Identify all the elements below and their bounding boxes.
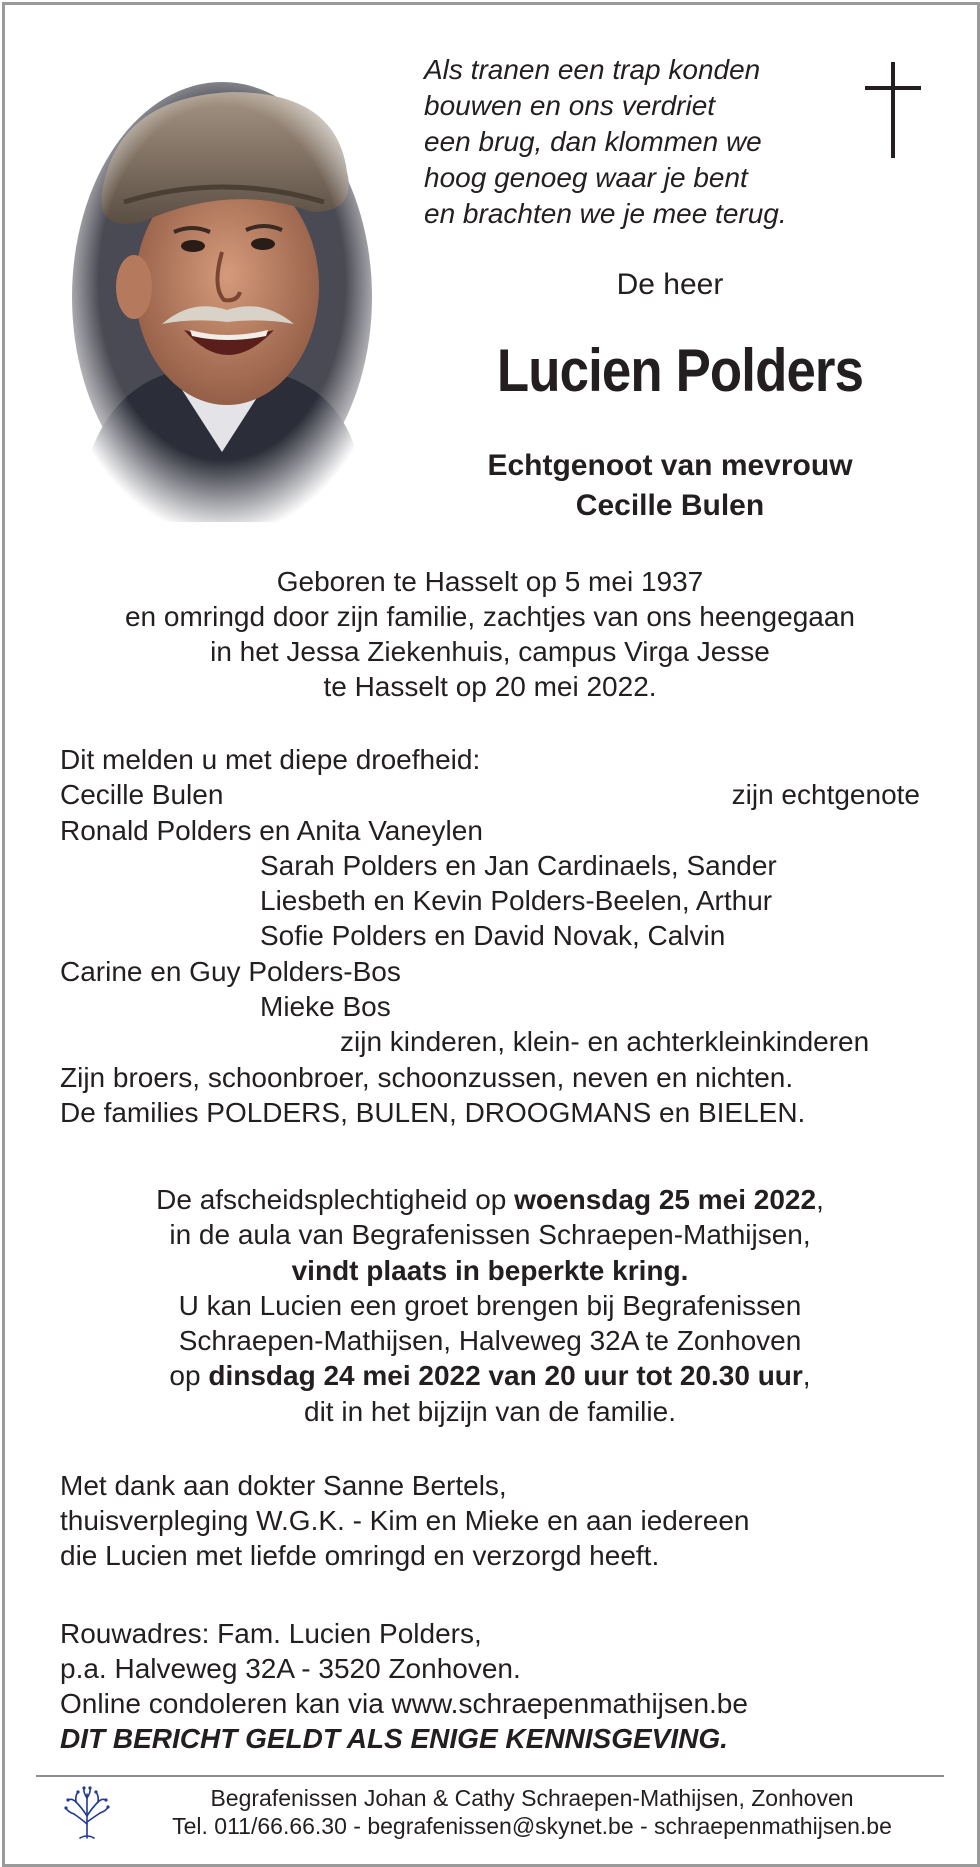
funeral-line: dit in het bijzijn van de familie. <box>304 1395 676 1427</box>
poem-line: en brachten we je mee terug. <box>424 198 787 229</box>
honorific: De heer <box>616 268 724 301</box>
tree-logo-icon <box>62 1784 112 1840</box>
birth-death-line: Geboren te Hasselt op 5 mei 1937 <box>276 566 704 597</box>
notice-line: DIT BERICHT GELDT ALS ENIGE KENNISGEVING. <box>60 1723 728 1754</box>
thanks-line: die Lucien met liefde omringd en verzorgd heeft. <box>60 1540 660 1571</box>
visitation-time: dinsdag 24 mei 2022 van 20 uur tot 20.30 uur <box>208 1360 803 1392</box>
mourners-list <box>60 742 930 1130</box>
funeral-text: De afscheidsplechtigheid op <box>156 1184 515 1215</box>
spouse-role: zijn echtgenote <box>731 779 920 811</box>
poem-line: hoog genoeg waar je bent <box>424 162 748 193</box>
funeral-date: woensdag 25 mei 2022 <box>514 1184 817 1215</box>
funeral-line <box>60 1358 920 1393</box>
spouse-row <box>60 777 930 812</box>
footer-divider <box>36 1775 944 1777</box>
spouse-line: Echtgenoot van mevrouw <box>487 449 853 482</box>
birth-death-line: te Hasselt op 20 mei 2022. <box>323 671 657 702</box>
grandchild-name: Sarah Polders en Jan Cardinaels, Sander <box>260 849 777 881</box>
grandchild-name: Liesbeth en Kevin Polders-Beelen, Arthur <box>260 885 773 917</box>
portrait-photo <box>62 62 382 522</box>
spouse-info <box>420 446 920 526</box>
funeral-home-footer <box>112 1784 952 1840</box>
birth-death-line: en omringd door zijn familie, zachtjes van ons heengegaan <box>124 601 855 632</box>
footer-line: Begrafenissen Johan & Cathy Schraepen-Mathijsen, Zonhoven <box>210 1785 854 1811</box>
funeral-line: U kan Lucien een groet brengen bij Begrafenissen <box>178 1289 802 1321</box>
poem-line: Als tranen een trap konden <box>424 54 761 85</box>
funeral-line <box>60 1182 920 1217</box>
mourning-address <box>60 1616 920 1756</box>
address-line: p.a. Halveweg 32A - 3520 Zonhoven. <box>60 1653 521 1684</box>
deceased-name: Lucien Polders <box>496 337 864 404</box>
grandchild-name: Mieke Bos <box>260 991 391 1023</box>
spouse-name: Cecille Bulen <box>60 779 224 811</box>
poem <box>424 52 844 232</box>
condolence-line: Online condoleren kan via www.schraepenmathijsen.be <box>60 1688 748 1719</box>
grandchild-name: Sofie Polders en David Novak, Calvin <box>260 920 726 952</box>
thanks-line: Met dank aan dokter Sanne Bertels, <box>60 1470 507 1501</box>
birth-death-info <box>40 564 940 704</box>
thanks-line: thuisverpleging W.G.K. - Kim en Mieke en aan iedereen <box>60 1505 750 1536</box>
funeral-info <box>60 1182 920 1429</box>
poem-line: bouwen en ons verdriet <box>424 90 716 121</box>
mourners-intro: Dit melden u met diepe droefheid: <box>60 744 481 775</box>
spouse-line: Cecille Bulen <box>575 489 765 522</box>
thanks <box>60 1468 920 1573</box>
footer-line: Tel. 011/66.66.30 - begrafenissen@skynet.be - schraepenmathijsen.be <box>172 1813 892 1839</box>
family-name: Ronald Polders en Anita Vaneylen <box>60 814 483 846</box>
funeral-text: op <box>169 1360 209 1392</box>
funeral-line: Schraepen-Mathijsen, Halveweg 32A te Zonhoven <box>178 1325 802 1357</box>
cross-icon <box>865 62 921 158</box>
poem-line: een brug, dan klommen we <box>424 126 762 157</box>
siblings-line: Zijn broers, schoonbroer, schoonzussen, neven en nichten. <box>60 1061 794 1093</box>
birth-death-line: in het Jessa Ziekenhuis, campus Virga Jesse <box>210 636 770 667</box>
funeral-text: , <box>802 1360 811 1392</box>
children-role: zijn kinderen, klein- en achterkleinkinderen <box>340 1026 870 1058</box>
address-line: Rouwadres: Fam. Lucien Polders, <box>60 1618 482 1649</box>
funeral-line: in de aula van Begrafenissen Schraepen-Mathijsen, <box>169 1219 811 1251</box>
funeral-line: vindt plaats in beperkte kring. <box>291 1254 689 1286</box>
families-line: De families POLDERS, BULEN, DROOGMANS en BIELEN. <box>60 1096 806 1128</box>
funeral-text: , <box>816 1184 824 1215</box>
family-name: Carine en Guy Polders-Bos <box>60 955 401 987</box>
